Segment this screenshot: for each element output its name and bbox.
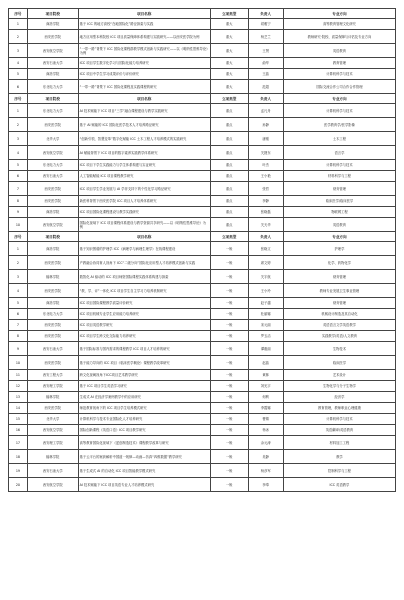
header-no: 序号	[9, 9, 28, 19]
table-row	[9, 19, 396, 30]
table-row	[9, 132, 396, 146]
cell-no: 6	[9, 309, 28, 320]
cell-project-name: 师范教育视角下的 ICC 项目学生培养模式研究	[78, 403, 210, 414]
table-row	[9, 392, 396, 403]
cell-no: 2	[9, 30, 28, 44]
cell-leader: 李霞娜	[248, 403, 283, 414]
cell-type: 一般	[210, 450, 248, 464]
header-leader: 负责人	[248, 9, 283, 19]
cell-major: 材料加工工程	[283, 436, 395, 450]
table-row	[9, 196, 396, 207]
table-row	[9, 478, 396, 492]
cell-major: 经济学	[283, 392, 395, 403]
cell-leader: 刘光宇	[248, 381, 283, 392]
header-school: 项目院校	[27, 9, 78, 19]
cell-major: 医学教育学/医学影像	[283, 118, 395, 132]
cell-school: 榆林学院	[27, 270, 78, 284]
cell-type: 一般	[210, 425, 248, 436]
table-row	[9, 403, 396, 414]
cell-type: 重大	[210, 80, 248, 94]
cell-type: 一般	[210, 356, 248, 370]
cell-no: 1	[9, 242, 28, 256]
cell-type: 一般	[210, 436, 248, 450]
cell-type: 重点	[210, 132, 248, 146]
cell-no: 20	[9, 478, 28, 492]
cell-leader: 王小玲	[248, 284, 283, 298]
cell-no: 10	[9, 218, 28, 232]
cell-school: 商洛学院	[27, 207, 78, 218]
cell-project-name: “教、学、评”一体化 ICC 项目学生自主学习力培养机制研究	[78, 284, 210, 298]
table-row	[9, 256, 396, 270]
cell-project-name: 基于 ICC 的地方高校“在地国际化”路径探索与实践	[78, 19, 210, 30]
cell-major: 计算机科学与技术	[283, 69, 395, 80]
cell-school: 西安医学院	[27, 403, 78, 414]
cell-school: 西安航空学院	[27, 218, 78, 232]
table-row	[9, 242, 396, 256]
cell-major: 英语语言文学英语教学	[283, 320, 395, 331]
cell-project-name: 数智化 AI 驱动的 ICC 项目师资国际课程实践体系构建与探索	[78, 270, 210, 284]
table-row	[9, 370, 396, 381]
cell-type: 一般	[210, 414, 248, 425]
cell-leader: 赵晶	[248, 356, 283, 370]
cell-project-name: ICC 项目学生学业发展与 AI 学伴支持下的个性化学习路径研究	[78, 182, 210, 196]
cell-school: 西安航空学院	[27, 146, 78, 160]
cell-school: 商洛学院	[27, 242, 78, 256]
table-header-row	[9, 232, 396, 242]
cell-school: 西安工程大学	[27, 370, 78, 381]
cell-leader: 王贤	[248, 44, 283, 58]
cell-project-name: ICC 项目英语教学研究	[78, 320, 210, 331]
cell-no: 4	[9, 146, 28, 160]
cell-major: 实践教学/英语/人文教育	[283, 331, 395, 342]
cell-leader: 关宇航	[248, 270, 283, 284]
table-wrapper	[8, 8, 396, 492]
cell-school: 东北电力大学	[27, 104, 78, 118]
cell-major: 高等教育管理文化研究	[283, 19, 395, 30]
cell-project-name: ICC 项目学生跨文化交际能力培养研究	[78, 331, 210, 342]
table-row	[9, 309, 396, 320]
cell-school: 西安航空学院	[27, 425, 78, 436]
cell-school: 西安航空学院	[27, 478, 78, 492]
cell-type: 一般	[210, 309, 248, 320]
cell-school: 北华大学	[27, 132, 78, 146]
cell-no: 3	[9, 132, 28, 146]
cell-major: 土木工程	[283, 132, 395, 146]
cell-major: 英语教育	[283, 44, 395, 58]
cell-project-name: 基于能力导向的 ICC 项目《临床医学概论》课程教学改革研究	[78, 356, 210, 370]
cell-type: 重点	[210, 171, 248, 182]
header-no: 序号	[9, 232, 28, 242]
cell-major: 财务管理	[283, 298, 395, 309]
cell-school: 西安航空学院	[27, 44, 78, 58]
cell-major: 计算机科学与技术	[283, 104, 395, 118]
cell-type: 重大	[210, 19, 248, 30]
cell-type: 重大	[210, 69, 248, 80]
cell-school: 西安医学院	[27, 256, 78, 270]
cell-type: 一般	[210, 342, 248, 356]
header-major: 专业方向	[283, 94, 395, 104]
cell-school: 榆林学院	[27, 392, 78, 403]
cell-type: 一般	[210, 298, 248, 309]
cell-type: 一般	[210, 478, 248, 492]
table-row	[9, 270, 396, 284]
cell-project-name: 生成式 AI 在经济学案例教学中的应用研究	[78, 392, 210, 403]
cell-project-name: 基于国际标准与国内需求的课程教学 ICC 项目人才培养的研究	[78, 342, 210, 356]
cell-leader: 宋元丽	[248, 320, 283, 331]
cell-no: 4	[9, 284, 28, 298]
cell-no: 1	[9, 19, 28, 30]
cell-project-name: 产教融合协同育人视角下 ICC“二级分向”国际化应用型人才培养模式创新与实践	[78, 256, 210, 270]
cell-no: 7	[9, 182, 28, 196]
cell-no: 13	[9, 392, 28, 403]
cell-school: 商洛学院	[27, 69, 78, 80]
cell-school: 西安医学院	[27, 118, 78, 132]
cell-no: 14	[9, 403, 28, 414]
cell-no: 9	[9, 342, 28, 356]
cell-major: 教育管理，教师职业心理健康	[283, 403, 395, 414]
cell-project-name: 国际创新课程《英语口语》ICC 项目教学研究	[78, 425, 210, 436]
table-row	[9, 356, 396, 370]
header-no: 序号	[9, 94, 28, 104]
cell-school: 西安石油大学	[27, 171, 78, 182]
cell-leader: 孙静	[248, 118, 283, 132]
cell-type: 重大	[210, 30, 248, 44]
header-type: 立项类型	[210, 94, 248, 104]
cell-project-name: “一带一路”背景下 ICC 国际化课程群教学模式创新与实践研究——以《明纳性思维导论》为例	[78, 44, 210, 58]
cell-school: 西安医学院	[27, 182, 78, 196]
cell-type: 一般	[210, 403, 248, 414]
cell-leader: 谭惠丽	[248, 342, 283, 356]
cell-school: 东北电力大学	[27, 80, 78, 94]
cell-project-name: AI 技术赋能下 ICC 项目英语专业人才培养模式研究	[78, 478, 210, 492]
cell-no: 10	[9, 356, 28, 370]
cell-type: 重点	[210, 196, 248, 207]
cell-leader: 叔雅宁	[248, 19, 283, 30]
cell-no: 2	[9, 256, 28, 270]
cell-no: 7	[9, 320, 28, 331]
table-row	[9, 464, 396, 478]
cell-type: 一般	[210, 381, 248, 392]
cell-leader: 李静	[248, 196, 283, 207]
cell-type: 重点	[210, 160, 248, 171]
cell-leader: 张晓文	[248, 242, 283, 256]
cell-major: 护理学	[283, 242, 395, 256]
cell-type: 一般	[210, 464, 248, 478]
cell-school: 西安石油大学	[27, 58, 78, 69]
header-project-name: 项目名称	[78, 232, 210, 242]
cell-school: 西安医学院	[27, 284, 78, 298]
table-row	[9, 298, 396, 309]
table-row	[9, 104, 396, 118]
cell-no: 5	[9, 160, 28, 171]
cell-project-name: 计算机科学与技术专业国际化人才培养研究	[78, 414, 210, 425]
table-row	[9, 160, 396, 171]
cell-project-name: AI 赋能背景下 ICC 项目的数字素养实践教学体系研究	[78, 146, 210, 160]
cell-no: 6	[9, 171, 28, 182]
cell-major: ICC 英语教学	[283, 478, 395, 492]
table-row	[9, 118, 396, 132]
cell-leader: 赵子越	[248, 298, 283, 309]
cell-project-name: ICC 项目机械专业学生应用能力培养研究	[78, 309, 210, 320]
table-row	[9, 436, 396, 450]
cell-leader: 唐刚	[248, 132, 283, 146]
cell-school: 西安石油大学	[27, 342, 78, 356]
cell-major: 教育管理	[283, 58, 395, 69]
cell-school: 西安医学院	[27, 320, 78, 331]
cell-type: 一般	[210, 256, 248, 270]
cell-leader: 席文婷	[248, 256, 283, 270]
cell-leader: 张哲	[248, 182, 283, 196]
cell-no: 6	[9, 80, 28, 94]
header-leader: 负责人	[248, 94, 283, 104]
cell-major: 英语教育	[283, 218, 395, 232]
cell-project-name: 基于知识图谱的护理学 ICC《病理学与病理生理学》在线课程建设	[78, 242, 210, 256]
table-row	[9, 414, 396, 425]
cell-type: 重点	[210, 104, 248, 118]
cell-leader: 叶杰	[248, 160, 283, 171]
header-project-name: 项目名称	[78, 94, 210, 104]
table-row	[9, 425, 396, 436]
cell-leader: 杨芝兰	[248, 30, 283, 44]
header-major: 专业方向	[283, 232, 395, 242]
header-school: 项目院校	[27, 232, 78, 242]
table-row	[9, 342, 396, 356]
cell-no: 8	[9, 196, 28, 207]
header-leader: 负责人	[248, 232, 283, 242]
cell-major: 控制科学与工程	[283, 464, 395, 478]
cell-major: 机械设计制造及其自动化	[283, 309, 395, 320]
cell-major: 语言学	[283, 146, 395, 160]
cell-school: 西安理工学院	[27, 381, 78, 392]
cell-project-name: ICC 项目国际课程教学质量评价研究	[78, 298, 210, 309]
cell-major: 临床医学/临床医学	[283, 196, 395, 207]
cell-major: 教学	[283, 450, 395, 464]
cell-no: 5	[9, 69, 28, 80]
cell-type: 重点	[210, 146, 248, 160]
table-row	[9, 30, 396, 44]
cell-type: 一般	[210, 320, 248, 331]
cell-type: 一般	[210, 242, 248, 256]
table-row	[9, 284, 396, 298]
cell-project-name: “创新引领，智慧变革”数字化赋能 ICC 土木工程人才培养模式的实践研究	[78, 132, 210, 146]
cell-type: 一般	[210, 392, 248, 403]
cell-no: 9	[9, 207, 28, 218]
table-row	[9, 69, 396, 80]
cell-leader: 罗玉洁	[248, 331, 283, 342]
table-row	[9, 182, 396, 196]
header-type: 立项类型	[210, 232, 248, 242]
cell-school: 商洛学院	[27, 19, 78, 30]
cell-no: 3	[9, 270, 28, 284]
cell-no: 4	[9, 58, 28, 69]
table-row	[9, 44, 396, 58]
cell-no: 3	[9, 44, 28, 58]
cell-project-name: 国际化视域下 ICC 项目课程体系建设与教学资源共享研究——以《明纳性思维导论》为例	[78, 218, 210, 232]
cell-no: 15	[9, 414, 28, 425]
cell-project-name: ICC 项目中学生学习成果评价与评价研究	[78, 69, 210, 80]
header-project-name: 项目名称	[78, 9, 210, 19]
cell-leader: 余元涛	[248, 436, 283, 450]
cell-project-name: 人工智能赋能 ICC 项目课程教学研究	[78, 171, 210, 182]
cell-school: 东北电力大学	[27, 309, 78, 320]
cell-no: 5	[9, 298, 28, 309]
cell-school: 东北电力大学	[27, 160, 78, 171]
cell-major: 财务管理	[283, 270, 395, 284]
cell-major: 化学、药物化学	[283, 256, 395, 270]
cell-school: 西安医学院	[27, 196, 78, 207]
cell-leader: 王晶	[248, 69, 283, 80]
cell-project-name: 地方应用型本科院校 ICC 项目质量保障体系构建与实践研究——以西安医学院为例	[78, 30, 210, 44]
cell-leader: 孟凡舟	[248, 104, 283, 118]
cell-type: 重点	[210, 118, 248, 132]
cell-project-name: 新医科背景下西安医学院 ICC 项目人才培养体系研究	[78, 196, 210, 207]
cell-leader: 杨彦军	[248, 464, 283, 478]
cell-no: 11	[9, 370, 28, 381]
header-major: 专业方向	[283, 9, 395, 19]
cell-school: 西安医学院	[27, 331, 78, 342]
cell-major: 生物技术	[283, 342, 395, 356]
cell-no: 2	[9, 118, 28, 132]
cell-major: 国际交流合作公司合作合作管理	[283, 80, 395, 94]
cell-leader: 杜丽娜	[248, 309, 283, 320]
cell-no: 16	[9, 425, 28, 436]
cell-major: 材料科学与工程	[283, 171, 395, 182]
table-header-row	[9, 9, 396, 19]
cell-leader: 曹婧	[248, 414, 283, 425]
cell-project-name: 高等教育国际化视域下《逆创制造技术》课程教学改革与研究	[78, 436, 210, 450]
table-row	[9, 171, 396, 182]
cell-major: 英语翻译/英语教育	[283, 425, 395, 436]
cell-leader: 张晓磊	[248, 207, 283, 218]
cell-leader: 王小艳	[248, 171, 283, 182]
table-row	[9, 207, 396, 218]
cell-major: 教师专业发展卫生事业管理	[283, 284, 395, 298]
table-row	[9, 146, 396, 160]
cell-school: 西安医学院	[27, 30, 78, 44]
cell-no: 12	[9, 381, 28, 392]
cell-project-name: 基于云平台的案套解析中国道一规律—动画—仿真“四维数据”教学研究	[78, 450, 210, 464]
cell-type: 重点	[210, 218, 248, 232]
cell-no: 19	[9, 464, 28, 478]
cell-school: 商洛学院	[27, 298, 78, 309]
cell-school: 榆林学院	[27, 450, 78, 464]
cell-project-name: ICC 项目国际化课程建设与教学实践研究	[78, 207, 210, 218]
table-row	[9, 331, 396, 342]
cell-project-name: ICC 项目学生数字化学习与国际化能力培养研究	[78, 58, 210, 69]
cell-project-name: 基于生成式 AI 的自动化 ICC 项目智能教学模式研究	[78, 464, 210, 478]
cell-type: 一般	[210, 331, 248, 342]
cell-type: 重大	[210, 44, 248, 58]
cell-major: 临床医学	[283, 356, 395, 370]
cell-leader: 黄林	[248, 370, 283, 381]
cell-major: 物联网工程	[283, 207, 395, 218]
header-school: 项目院校	[27, 94, 78, 104]
cell-project-name: 基于 ICC 项目学生英语学习研究	[78, 381, 210, 392]
table-row	[9, 218, 396, 232]
table-row	[9, 381, 396, 392]
table-row	[9, 320, 396, 331]
cell-school: 西安石油大学	[27, 464, 78, 478]
table-row	[9, 450, 396, 464]
cell-major: 计算机科学与技术	[283, 160, 395, 171]
table-header-row	[9, 94, 396, 104]
cell-no: 17	[9, 436, 28, 450]
cell-project-name: ICC 项目下学生实践能力与学生体系构建与实证研究	[78, 160, 210, 171]
cell-major: 艺术设计	[283, 370, 395, 381]
cell-major: 计算机科学与技术	[283, 414, 395, 425]
cell-major: 生物化学与分子生物学	[283, 381, 395, 392]
cell-type: 重点	[210, 182, 248, 196]
cell-type: 重大	[210, 58, 248, 69]
cell-leader: 杨冰	[248, 425, 283, 436]
project-table	[8, 8, 396, 492]
cell-leader: 李奉	[248, 478, 283, 492]
cell-leader: 何利	[248, 392, 283, 403]
cell-type: 一般	[210, 370, 248, 381]
cell-leader: 俞华	[248, 58, 283, 69]
cell-type: 重点	[210, 207, 248, 218]
cell-project-name: 基于 AI 赋能的 ICC 国际化医学技术人才培养路径研究	[78, 118, 210, 132]
cell-leader: 关捷东	[248, 146, 283, 160]
cell-school: 西安理工学院	[27, 436, 78, 450]
table-row	[9, 58, 396, 69]
cell-type: 一般	[210, 270, 248, 284]
cell-project-name: AI 技术赋能下 ICC 项目“三学”融合课程建设与教学实践研究	[78, 104, 210, 118]
cell-leader: 关天华	[248, 218, 283, 232]
cell-no: 18	[9, 450, 28, 464]
cell-no: 1	[9, 104, 28, 118]
cell-leader: 范超	[248, 80, 283, 94]
table-row	[9, 80, 396, 94]
cell-leader: 吴静	[248, 450, 283, 464]
cell-no: 8	[9, 331, 28, 342]
cell-major: 财务管理	[283, 182, 395, 196]
header-type: 立项类型	[210, 9, 248, 19]
cell-project-name: 跨文化视阈视角下ICC项目艺术教学研究	[78, 370, 210, 381]
table-body	[9, 9, 396, 492]
cell-project-name: “一带一路”背景下 ICC 国际化课程及实践课程的研究	[78, 80, 210, 94]
cell-major: 教师研究·院校、质量保障与评估及专业方向	[283, 30, 395, 44]
cell-school: 北华大学	[27, 414, 78, 425]
cell-type: 一般	[210, 284, 248, 298]
cell-school: 西安医学院	[27, 356, 78, 370]
